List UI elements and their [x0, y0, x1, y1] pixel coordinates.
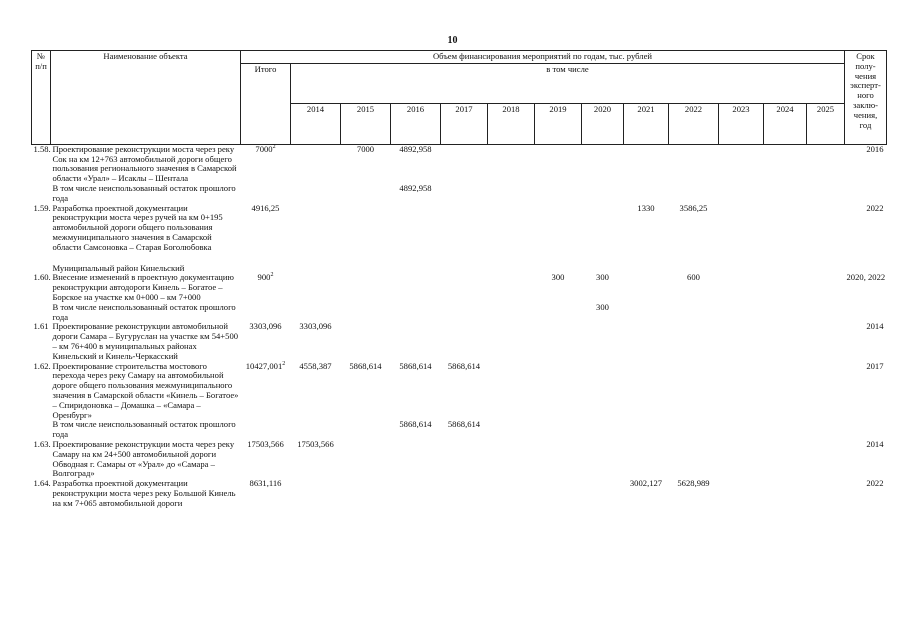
row-total-value: 4916,25 — [251, 202, 280, 213]
header-srok: Срок полу-чения эксперт-ного заклю-чения, год — [845, 51, 887, 145]
row-year-value — [624, 273, 669, 302]
table-row — [32, 362, 887, 421]
row-year-value — [764, 253, 807, 264]
table-row — [32, 322, 887, 361]
row-total — [241, 273, 291, 302]
row-year-value: 3303,096 — [299, 321, 332, 332]
row-year-value — [488, 253, 535, 264]
row-year-value — [719, 322, 764, 361]
row-year-value — [624, 264, 669, 274]
row-year-value — [391, 273, 441, 302]
row-year-value — [669, 184, 719, 204]
row-year-value — [807, 273, 845, 302]
table-body — [32, 144, 887, 508]
header-name: Наименование объекта — [51, 51, 241, 145]
row-year-value — [807, 184, 845, 204]
row-srok: 2022 — [866, 478, 884, 489]
row-number — [32, 184, 51, 204]
row-srok — [845, 303, 887, 323]
row-year-value — [669, 420, 719, 440]
row-year-value — [341, 253, 391, 264]
row-year-value — [488, 440, 535, 479]
row-srok — [845, 184, 887, 204]
row-year-value — [624, 362, 669, 421]
row-year-value — [807, 479, 845, 508]
row-year-value — [441, 204, 488, 253]
row-year-value — [291, 184, 341, 204]
row-year-value — [441, 303, 488, 323]
row-year-value — [341, 479, 391, 508]
row-total — [241, 362, 291, 421]
page-number: 10 — [447, 35, 458, 46]
row-total-footnote: 2 — [270, 272, 274, 279]
row-year-value: 300 — [551, 272, 565, 283]
row-year-value — [807, 144, 845, 184]
row-year-value — [291, 264, 341, 274]
row-year-value — [582, 322, 624, 361]
row-year-value — [807, 253, 845, 264]
row-srok — [845, 420, 887, 440]
row-year-value — [488, 273, 535, 302]
row-year-value — [341, 273, 391, 302]
row-year-value — [582, 362, 624, 421]
row-year-value — [488, 362, 535, 421]
row-total-footnote: 2 — [282, 360, 286, 367]
row-year-value — [535, 204, 582, 253]
row-year-value — [441, 264, 488, 274]
row-total — [241, 253, 291, 264]
row-year-value — [535, 420, 582, 440]
row-total-value: 17503,566 — [247, 438, 284, 449]
funding-table — [31, 50, 887, 508]
row-year-value — [624, 440, 669, 479]
row-year-value — [341, 440, 391, 479]
row-year-value — [624, 253, 669, 264]
row-year-value — [764, 440, 807, 479]
row-year-value — [291, 420, 341, 440]
row-year-value — [291, 303, 341, 323]
header-year: 2022 — [669, 104, 719, 145]
row-year-value — [582, 204, 624, 253]
row-number — [32, 253, 51, 264]
row-year-value — [807, 264, 845, 274]
row-year-value — [535, 479, 582, 508]
row-total — [241, 144, 291, 184]
row-srok: 2020, 2022 — [846, 272, 886, 283]
row-year-value: 3002,127 — [629, 478, 663, 489]
row-year-value — [807, 204, 845, 253]
row-year-value — [624, 303, 669, 323]
row-year-value — [441, 322, 488, 361]
row-year-value — [291, 273, 341, 302]
row-name: В том числе неиспользованный остаток прошлого года — [52, 301, 236, 322]
row-name: Проектирование реконструкции моста через реку Сок на км 12+763 автомобильной дороги общего пользования регионального значения в Самарской области «Урал» – Исаклы – Шентала — [52, 143, 237, 184]
row-year-value — [535, 303, 582, 323]
row-year-value: 1330 — [637, 202, 655, 213]
row-year-value — [807, 440, 845, 479]
row-name: В том числе неиспользованный остаток прошлого года — [52, 419, 236, 440]
row-year-value — [624, 420, 669, 440]
row-year-value — [719, 184, 764, 204]
row-year-value — [535, 253, 582, 264]
row-year-value — [669, 253, 719, 264]
row-year-value — [807, 420, 845, 440]
row-year-value: 4892,958 — [399, 182, 432, 193]
row-year-value — [341, 303, 391, 323]
row-year-value — [719, 479, 764, 508]
row-name: Муниципальный район Кинельский — [52, 262, 185, 273]
row-year-value — [391, 204, 441, 253]
table-row — [32, 144, 887, 184]
row-year-value — [807, 303, 845, 323]
row-year-value: 7000 — [356, 143, 375, 154]
row-year-value — [391, 264, 441, 274]
header-year: 2016 — [391, 104, 441, 145]
row-year-value — [807, 362, 845, 421]
row-year-value: 5868,614 — [447, 419, 481, 430]
row-year-value — [488, 144, 535, 184]
row-year-value — [669, 144, 719, 184]
row-year-value — [441, 144, 488, 184]
row-year-value — [719, 144, 764, 184]
row-year-value — [582, 144, 624, 184]
row-year-value — [582, 440, 624, 479]
header-no: № п/п — [32, 51, 51, 145]
row-year-value — [291, 479, 341, 508]
row-year-value: 5868,614 — [399, 360, 432, 371]
header-year: 2020 — [582, 104, 624, 145]
row-year-value — [719, 362, 764, 421]
table-row — [32, 253, 887, 264]
header-incl: в том числе — [291, 63, 845, 104]
row-year-value — [341, 184, 391, 204]
table-row — [32, 479, 887, 508]
row-number: 1.58. — [33, 143, 51, 154]
row-name: В том числе неиспользованный остаток прошлого года — [52, 182, 236, 203]
row-total — [241, 440, 291, 479]
row-year-value — [488, 303, 535, 323]
row-year-value: 17503,566 — [297, 438, 334, 449]
row-year-value — [669, 322, 719, 361]
header-year: 2024 — [764, 104, 807, 145]
row-year-value — [391, 303, 441, 323]
row-year-value — [391, 253, 441, 264]
row-year-value — [764, 264, 807, 274]
row-year-value — [624, 144, 669, 184]
row-srok: 2017 — [866, 360, 884, 371]
row-total-footnote: 2 — [272, 143, 276, 150]
row-number: 1.59. — [33, 202, 51, 213]
row-number — [32, 303, 51, 323]
row-year-value — [291, 253, 341, 264]
row-year-value: 300 — [596, 301, 609, 312]
row-year-value — [582, 420, 624, 440]
row-srok — [845, 253, 887, 264]
row-name: Внесение изменений в проектную документацию реконструкции автодороги Кинель – Богатое – Борское на участке км 0+000 – км 7+000 — [52, 272, 234, 302]
row-number: 1.63. — [33, 438, 51, 449]
row-year-value — [582, 184, 624, 204]
header-funding: Объем финансирования мероприятий по годам, тыс. рублей — [241, 51, 845, 64]
row-year-value — [669, 440, 719, 479]
row-year-value: 4892,958 — [399, 143, 432, 154]
table-row — [32, 184, 887, 204]
row-year-value — [719, 273, 764, 302]
row-name — [51, 253, 241, 264]
row-year-value — [341, 264, 391, 274]
row-name: Разработка проектной документации реконструкции моста через ручей на км 0+195 автомобильной дороги общего пользования межмуниципального значения в Самарской области Самсоновка – Старая Боголюбовка — [52, 202, 223, 252]
row-year-value — [764, 144, 807, 184]
row-year-value — [535, 440, 582, 479]
row-year-value — [488, 184, 535, 204]
row-year-value — [441, 184, 488, 204]
row-year-value — [624, 322, 669, 361]
row-year-value: 3586,25 — [679, 202, 708, 213]
row-name: Разработка проектной документации реконструкции моста через реку Большой Кинель на км 7+065 автомобильной дороги — [52, 478, 236, 508]
row-year-value — [391, 479, 441, 508]
row-year-value — [488, 420, 535, 440]
row-year-value — [764, 303, 807, 323]
row-year-value — [669, 362, 719, 421]
table-row — [32, 303, 887, 323]
row-year-value — [535, 322, 582, 361]
row-total-value: 7000 — [255, 143, 273, 154]
row-year-value — [488, 479, 535, 508]
row-year-value — [391, 440, 441, 479]
row-year-value — [719, 204, 764, 253]
row-year-value — [719, 420, 764, 440]
row-year-value — [719, 253, 764, 264]
row-year-value — [535, 362, 582, 421]
row-year-value — [719, 303, 764, 323]
row-year-value — [488, 264, 535, 274]
row-year-value — [291, 144, 341, 184]
header-year: 2014 — [291, 104, 341, 145]
row-srok: 2022 — [866, 202, 884, 213]
row-number: 1.62. — [33, 360, 51, 371]
header-year: 2017 — [441, 104, 488, 145]
table-row — [32, 440, 887, 479]
row-year-value — [291, 204, 341, 253]
row-year-value — [764, 420, 807, 440]
row-year-value: 5628,989 — [677, 478, 710, 489]
header-year: 2018 — [488, 104, 535, 145]
row-year-value — [341, 204, 391, 253]
row-name: Проектирование строительства мостового перехода через реку Самару на автомобильной дороге общего пользования межмуниципального значения в Самарской области «Кинель – Богатое» – Спиридоновка – Домашка – «Самара – Оренбург» — [52, 360, 239, 420]
row-name: Проектирование реконструкции моста через реку Самару на км 24+500 автомобильной дороги Обводная г. Самары от «Урал» до «Самара – Волгоград» — [52, 438, 235, 479]
row-number: 1.64. — [33, 478, 51, 489]
row-year-value — [488, 204, 535, 253]
row-total — [241, 479, 291, 508]
header-year: 2021 — [624, 104, 669, 145]
row-srok: 2016 — [866, 143, 884, 154]
row-number: 1.61 — [33, 321, 49, 332]
row-year-value — [719, 440, 764, 479]
row-year-value: 600 — [687, 272, 700, 283]
row-year-value — [341, 420, 391, 440]
row-total-value: 8631,116 — [249, 478, 282, 489]
row-year-value: 5868,614 — [399, 419, 432, 430]
row-year-value — [341, 322, 391, 361]
row-total — [241, 322, 291, 361]
row-year-value — [764, 479, 807, 508]
table-row — [32, 420, 887, 440]
row-year-value — [624, 184, 669, 204]
row-total-value: 900 — [257, 272, 271, 283]
row-total — [241, 420, 291, 440]
row-number: 1.60. — [33, 272, 51, 283]
row-year-value — [441, 273, 488, 302]
row-year-value — [807, 322, 845, 361]
row-total — [241, 303, 291, 323]
row-year-value — [764, 204, 807, 253]
table-row — [32, 204, 887, 253]
row-year-value — [582, 253, 624, 264]
row-total — [241, 184, 291, 204]
row-year-value — [535, 184, 582, 204]
row-year-value — [764, 322, 807, 361]
row-year-value — [441, 479, 488, 508]
row-year-value — [582, 479, 624, 508]
header-year: 2023 — [719, 104, 764, 145]
row-year-value — [441, 440, 488, 479]
row-year-value: 5868,614 — [349, 360, 382, 371]
row-year-value — [441, 253, 488, 264]
row-year-value — [764, 273, 807, 302]
row-srok: 2014 — [866, 438, 884, 449]
header-total: Итого — [241, 63, 291, 144]
row-srok: 2014 — [866, 321, 884, 332]
row-year-value — [669, 303, 719, 323]
header-year: 2015 — [341, 104, 391, 145]
header-year: 2025 — [807, 104, 845, 145]
header-year: 2019 — [535, 104, 582, 145]
row-year-value — [391, 322, 441, 361]
row-year-value — [764, 362, 807, 421]
table-row — [32, 273, 887, 302]
row-year-value: 4558,387 — [299, 360, 332, 371]
row-total-value: 3303,096 — [249, 321, 282, 332]
row-year-value — [488, 322, 535, 361]
row-year-value — [535, 144, 582, 184]
row-year-value: 5868,614 — [447, 360, 481, 371]
row-year-value — [719, 264, 764, 274]
row-total-value: 10427,001 — [245, 360, 283, 371]
row-total — [241, 204, 291, 253]
row-name: Проектирование реконструкции автомобильной дороги Самара – Бугуруслан на участке км 54+500 – км 76+400 в муниципальных районах Кинельский и Кинель-Черкасский — [52, 321, 239, 361]
row-year-value: 300 — [596, 272, 609, 283]
row-number — [32, 420, 51, 440]
row-year-value — [764, 184, 807, 204]
